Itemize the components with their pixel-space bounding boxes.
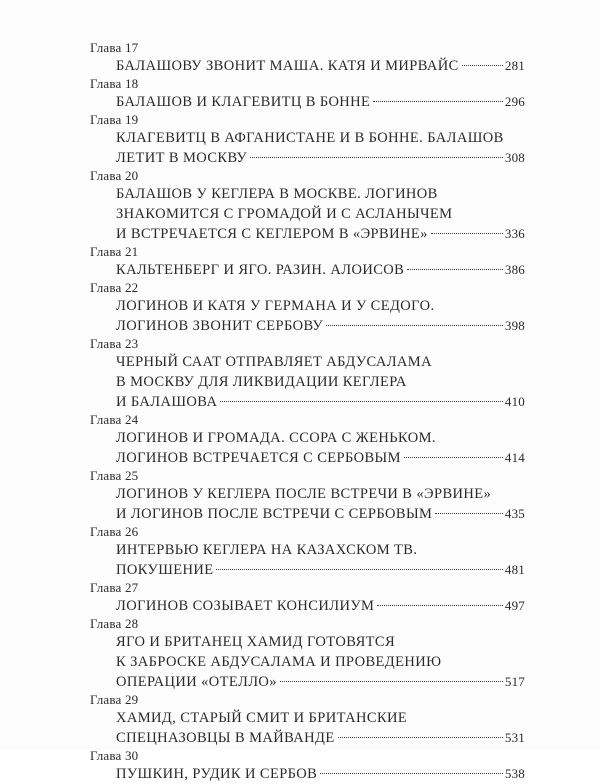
chapter-number: Глава 23 (90, 336, 139, 351)
toc-entry[interactable] (90, 40, 525, 76)
page-number: 435 (504, 506, 525, 521)
chapter-number: Глава 20 (90, 168, 139, 183)
chapter-number: Глава 24 (90, 412, 139, 427)
toc-entry[interactable] (90, 692, 525, 748)
chapter-title-last-line (116, 728, 525, 748)
chapter-number: Глава 17 (90, 40, 139, 55)
chapter-number: Глава 18 (90, 76, 139, 91)
chapter-title-last-line (116, 224, 525, 244)
page-number: 281 (504, 58, 525, 73)
dot-leader (435, 513, 503, 514)
page-number: 398 (504, 318, 525, 333)
page-number: 517 (504, 674, 525, 689)
toc-entry[interactable] (90, 616, 525, 692)
chapter-title-line: ЛОГИНОВ И КАТЯ У ГЕРМАНА И У СЕДОГО. (116, 298, 435, 314)
toc-entry[interactable] (90, 412, 525, 468)
toc-entry[interactable] (90, 76, 525, 112)
chapter-title-last-line (116, 504, 525, 524)
chapter-title (90, 128, 525, 168)
chapter-title-last-line (116, 672, 525, 692)
chapter-title (90, 428, 525, 468)
chapter-title-line: ЗНАКОМИТСЯ С ГРОМАДОЙ И С АСЛАНЫЧЕМ (116, 206, 453, 222)
chapter-number: Глава 21 (90, 244, 139, 259)
chapter-title (90, 484, 525, 524)
dot-leader (431, 233, 503, 234)
chapter-title (90, 632, 525, 692)
chapter-title-last-line (116, 56, 525, 76)
chapter-title-last-line (116, 392, 525, 412)
dot-leader (280, 681, 503, 682)
chapter-number: Глава 28 (90, 616, 139, 631)
dot-leader (216, 569, 502, 570)
dot-leader (326, 325, 503, 326)
chapter-number: Глава 27 (90, 580, 139, 595)
chapter-title-line: И ВСТРЕЧАЕТСЯ С КЕГЛЕРОМ В «ЭРВИНЕ» (116, 226, 428, 242)
page-number: 481 (504, 562, 525, 577)
dot-leader (462, 65, 503, 66)
chapter-title-line: ЛОГИНОВ ЗВОНИТ СЕРБОВУ (116, 318, 324, 334)
page-number: 538 (504, 766, 525, 781)
chapter-title (90, 596, 525, 616)
toc-entry[interactable] (90, 112, 525, 168)
chapter-title-last-line (116, 316, 525, 336)
chapter-title (90, 708, 525, 748)
page-number: 296 (504, 94, 525, 109)
chapter-title-line: ЯГО И БРИТАНЕЦ ХАМИД ГОТОВЯТСЯ (116, 634, 396, 650)
page-number: 308 (504, 150, 525, 165)
toc-entry[interactable] (90, 580, 525, 616)
dot-leader (377, 605, 503, 606)
chapter-title-line: ЧЕРНЫЙ СААТ ОТПРАВЛЯЕТ АБДУСАЛАМА (116, 354, 432, 370)
dot-leader (407, 269, 503, 270)
chapter-title-line: КАЛЬТЕНБЕРГ И ЯГО. РАЗИН. АЛОИСОВ (116, 262, 405, 278)
chapter-title-line: ОПЕРАЦИИ «ОТЕЛЛО» (116, 674, 277, 690)
chapter-title (90, 540, 525, 580)
toc-entry[interactable] (90, 748, 525, 784)
chapter-title-line: ЛОГИНОВ ВСТРЕЧАЕТСЯ С СЕРБОВЫМ (116, 450, 401, 466)
chapter-title-line: К ЗАБРОСКЕ АБДУСАЛАМА И ПРОВЕДЕНИЮ (116, 654, 442, 670)
chapter-title (90, 260, 525, 280)
page-number: 410 (504, 394, 525, 409)
table-of-contents (90, 40, 525, 784)
chapter-title-last-line (116, 596, 525, 616)
chapter-title (90, 296, 525, 336)
chapter-title-line: В МОСКВУ ДЛЯ ЛИКВИДАЦИИ КЕГЛЕРА (116, 374, 407, 390)
toc-entry[interactable] (90, 280, 525, 336)
chapter-title-line: И ЛОГИНОВ ПОСЛЕ ВСТРЕЧИ С СЕРБОВЫМ (116, 506, 433, 522)
chapter-title-line: ЛОГИНОВ У КЕГЛЕРА ПОСЛЕ ВСТРЕЧИ В «ЭРВИНЕ» (116, 486, 492, 502)
dot-leader (250, 157, 503, 158)
chapter-title-line: И БАЛАШОВА (116, 394, 218, 410)
page-number: 336 (504, 226, 525, 241)
chapter-title-line: ИНТЕРВЬЮ КЕГЛЕРА НА КАЗАХСКОМ ТВ. (116, 542, 418, 558)
toc-entry[interactable] (90, 244, 525, 280)
chapter-title-last-line (116, 92, 525, 112)
chapter-number: Глава 22 (90, 280, 139, 295)
chapter-title (90, 56, 525, 76)
dot-leader (220, 401, 503, 402)
toc-entry[interactable] (90, 524, 525, 580)
chapter-title-last-line (116, 260, 525, 280)
chapter-title-line: СПЕЦНАЗОВЦЫ В МАЙВАНДЕ (116, 730, 335, 746)
page-number: 497 (504, 598, 525, 613)
chapter-title-line: БАЛАШОВУ ЗВОНИТ МАША. КАТЯ И МИРВАЙС (116, 58, 459, 74)
dot-leader (338, 737, 503, 738)
chapter-title-last-line (116, 448, 525, 468)
chapter-title-line: ПУШКИН, РУДИК И СЕРБОВ (116, 766, 318, 782)
chapter-number: Глава 29 (90, 692, 139, 707)
chapter-title-line: ХАМИД, СТАРЫЙ СМИТ И БРИТАНСКИЕ (116, 710, 408, 726)
dot-leader (373, 101, 503, 102)
chapter-number: Глава 30 (90, 748, 139, 763)
chapter-title (90, 352, 525, 412)
page-number: 414 (504, 450, 525, 465)
page-number: 386 (504, 262, 525, 277)
chapter-title (90, 184, 525, 244)
chapter-title-line: БАЛАШОВ И КЛАГЕВИТЦ В БОННЕ (116, 94, 371, 110)
chapter-title (90, 92, 525, 112)
toc-entry[interactable] (90, 336, 525, 412)
dot-leader (320, 773, 503, 774)
chapter-title-line: ПОКУШЕНИЕ (116, 562, 214, 578)
chapter-number: Глава 26 (90, 524, 139, 539)
chapter-title-last-line (116, 148, 525, 168)
page-number: 531 (504, 730, 525, 745)
chapter-title-line: БАЛАШОВ У КЕГЛЕРА В МОСКВЕ. ЛОГИНОВ (116, 186, 438, 202)
chapter-number: Глава 19 (90, 112, 139, 127)
dot-leader (404, 457, 503, 458)
toc-entry[interactable] (90, 168, 525, 244)
chapter-title (90, 764, 525, 784)
chapter-title-line: КЛАГЕВИТЦ В АФГАНИСТАНЕ И В БОННЕ. БАЛАШОВ (116, 130, 504, 146)
chapter-title-line: ЛОГИНОВ И ГРОМАДА. ССОРА С ЖЕНЬКОМ. (116, 430, 436, 446)
chapter-title-line: ЛОГИНОВ СОЗЫВАЕТ КОНСИЛИУМ (116, 598, 375, 614)
chapter-title-last-line (116, 764, 525, 784)
toc-entry[interactable] (90, 468, 525, 524)
chapter-title-line: ЛЕТИТ В МОСКВУ (116, 150, 248, 166)
chapter-title-last-line (116, 560, 525, 580)
chapter-number: Глава 25 (90, 468, 139, 483)
